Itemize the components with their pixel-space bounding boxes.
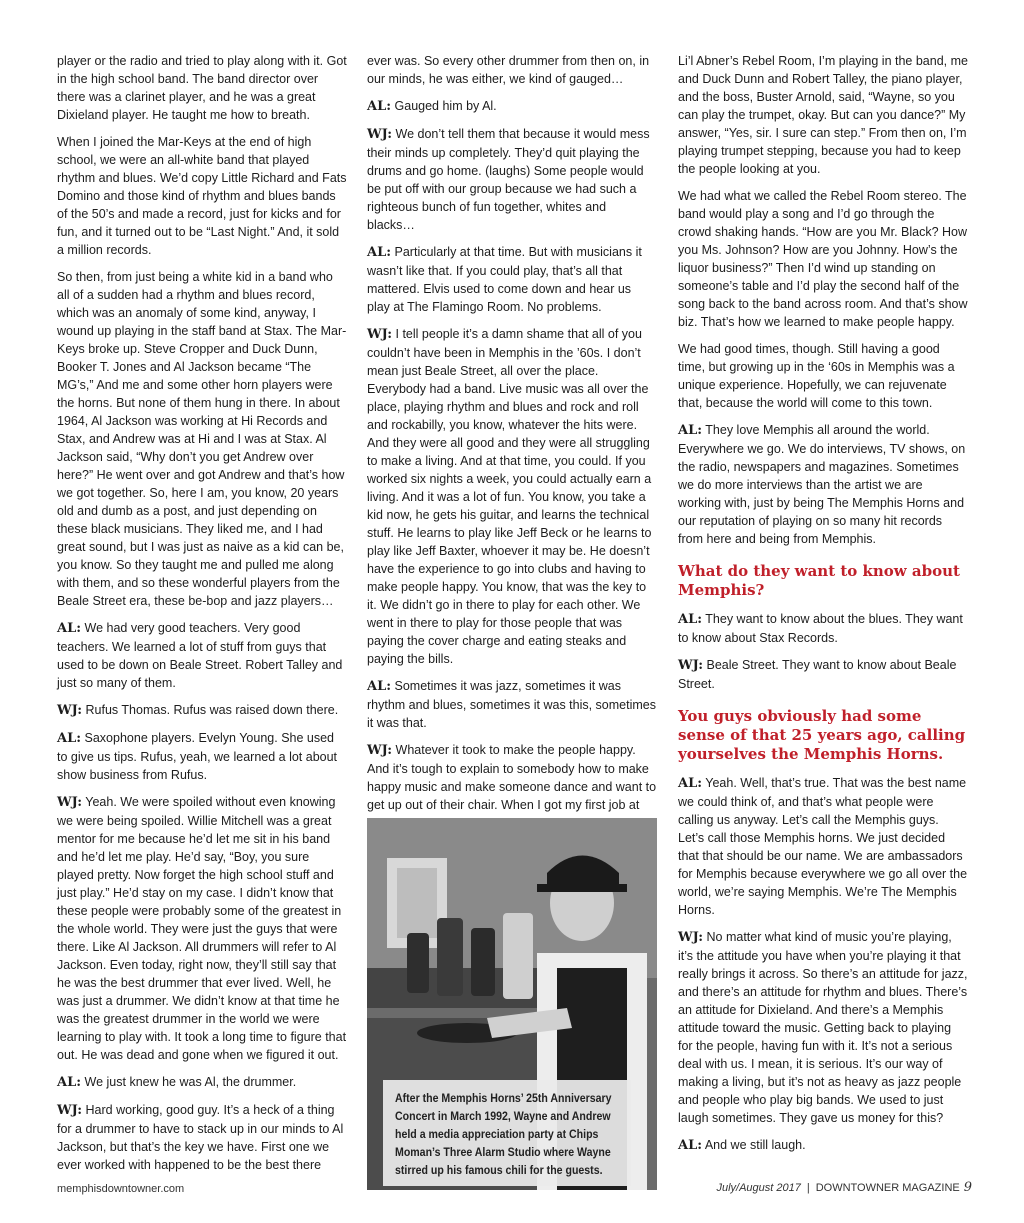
paragraph-text: Beale Street. They want to know about Beale Street.: [678, 658, 957, 691]
footer-separator: |: [806, 1182, 810, 1194]
paragraph-text: No matter what kind of music you’re playing, it’s the attitude you have when you’re playing it that really brings it across. So there’s an attitude for jazz, and there’s an attitude for rhythm and blues. There’s an attitude for Dixieland. And there’s a Memphis attitude toward the music. Getting back to playing for the people, having fun with it. It’s not a serious deal with us. I mean, it is serious. It’s our way of making a living, but it’s not as heavy as jazz people and people who play big bands. We used to just laugh sometimes. They gave us money for this?: [678, 930, 968, 1125]
speaker-label: AL:: [57, 1075, 82, 1090]
speaker-label: AL:: [678, 423, 703, 438]
photo-caption-box: [383, 1080, 631, 1186]
paragraph-text: Yeah. We were spoiled without even knowing we were being spoiled. Willie Mitchell was a great mentor for me because he’d let me sit in his band and he’d let me play. He’d say, “Boy, you sure played pretty. Now forget the high school stuff and just play.” He’d stay on my case. I didn’t know that these people were probably some of the greatest in the whole world. They were just the guys that were there. Like Al Jackson. All drummers will refer to Al Jackson. Even today, right now, they’ll still say that he was the best drummer that ever lived. Well, he was just a drummer. We didn’t know at that time he was the greatest drummer in the world we were learning to play with. It took a long time to figure that out. He was dead and gone when we figured it out.: [57, 795, 347, 1062]
article-paragraph: [57, 1101, 347, 1174]
article-column-2: [367, 52, 657, 823]
article-paragraph: [678, 1136, 968, 1155]
speaker-label: WJ:: [57, 703, 83, 718]
speaker-label: AL:: [678, 1138, 703, 1153]
page-number: 9: [963, 1180, 972, 1195]
article-column-1: [57, 52, 347, 1183]
article-paragraph: [367, 97, 657, 116]
speaker-label: WJ:: [367, 127, 393, 142]
speaker-label: WJ:: [678, 658, 704, 673]
paragraph-text: Li’l Abner’s Rebel Room, I’m playing in the band, me and Duck Dunn and Robert Talley, the piano player, and the boss, Buster Arnold, said, “Wayne, so you can play the trumpet, okay. But can you dance?” My answer, “Yes, sir. I sure can step.” From then on, I’m playing trumpet stepping, because you had to keep the people looking at you.: [678, 54, 968, 176]
article-paragraph: [367, 243, 657, 316]
article-paragraph: [57, 729, 347, 784]
article-paragraph: [678, 340, 968, 412]
paragraph-text: Whatever it took to make the people happy. And it’s tough to explain to somebody how to make happy music and make someone dance and want to get up out of their chair. When I got my first job at: [367, 743, 657, 812]
article-paragraph: [57, 133, 347, 259]
photo-caption: After the Memphis Horns’ 25th Anniversary Concert in March 1992, Wayne and Andrew held a media appreciation party at Chips Moman’s Three Alarm Studio where Wayne stirred up his famous chili for the guests.: [395, 1093, 612, 1177]
paragraph-text: So then, from just being a white kid in a band who all of a sudden had a rhythm and blues record, which was an anomaly of some kind, anyway, I wound up playing in the staff band at Stax. The Mar-Keys broke up. Steve Cropper and Duck Dunn, Booker T. Jones and Al Jackson became “The MG’s,” And me and some other horn players were the horns. But none of them hung in there. In about 1964, Al Jackson was working at Hi Records and Stax, and Andrew was at Hi and I was at Stax. Al Jackson said, “Why don’t you get Andrew over here?” He went over and got Andrew and that’s how we got together. So, here I am, you know, 20 years old and dumb as a post, and just depending on these black musicians. They liked me, and I had great sound, but I was just as naive as a kid can be, you know. So they taught me and pulled me along with them, and so these wonderful players from the Beale Street era, these be-bop and jazz players…: [57, 270, 347, 608]
article-paragraph: [57, 619, 347, 692]
paragraph-text: Hard working, good guy. It’s a heck of a thing for a drummer to have to stack up in our minds to Al Jackson, but that’s the key we have. First one we ever worked with happened to be the best there: [57, 1103, 344, 1172]
interview-question: What do they want to know about Memphis?: [678, 562, 960, 599]
paragraph-text: Particularly at that time. But with musicians it wasn’t like that. If you could play, that’s all that mattered. Elvis used to come down and hear us play at The Flamingo Room. No problems.: [367, 245, 642, 314]
speaker-label: AL:: [678, 776, 703, 791]
paragraph-text: They want to know about the blues. They want to know about Stax Records.: [678, 612, 963, 645]
footer-issue-info: [716, 1180, 972, 1195]
paragraph-text: Saxophone players. Evelyn Young. She used to give us tips. Rufus, yeah, we learned a lot about show business from Rufus.: [57, 731, 338, 782]
footer-website: memphisdowntowner.com: [57, 1183, 185, 1195]
paragraph-text: Yeah. Well, that’s true. That was the best name we could think of, and that’s what people were calling us anyway. Let’s call the Memphis guys. Let’s call those Memphis horns. We just decided that that should be our name. We are ambassadors for Memphis because everywhere we go all over the world, we’re saying Memphis. We’re The Memphis Horns.: [678, 776, 968, 917]
speaker-label: AL:: [367, 99, 392, 114]
article-column-3: [678, 52, 968, 1164]
article-paragraph: [367, 325, 657, 668]
article-paragraph: [367, 677, 657, 732]
paragraph-text: player or the radio and tried to play along with it. Got in the high school band. The band director over there was a clarinet player, and he was a great Dixieland player. He taught me how to breath.: [57, 54, 347, 122]
speaker-label: AL:: [367, 679, 392, 694]
speaker-label: AL:: [367, 245, 392, 260]
speaker-label: WJ:: [57, 1103, 83, 1118]
article-paragraph: [57, 701, 347, 720]
speaker-label: WJ:: [367, 743, 393, 758]
paragraph-text: They love Memphis all around the world. Everywhere we go. We do interviews, TV shows, on the radio, newspapers and magazines. Sometimes we do more interviews than the artist we are working with, just by being The Memphis Horns and our reputation of playing on so many hit records from here and being from Memphis.: [678, 423, 966, 546]
speaker-label: AL:: [678, 612, 703, 627]
article-paragraph: [57, 268, 347, 610]
article-paragraph: [678, 187, 968, 331]
paragraph-text: We had good times, though. Still having a good time, but growing up in the ‘60s in Memphis was a unique experience. Hopefully, we can rejuvenate that, because the world will come to this town.: [678, 342, 955, 410]
article-paragraph: [678, 774, 968, 919]
paragraph-text: We don’t tell them that because it would mess their minds up completely. They’d quit playing the drums and go home. (laughs) Some people would be put off with our group because we had such a righteous bunch of fun together, whites and blacks…: [367, 127, 650, 232]
interview-question: You guys obviously had some sense of that 25 years ago, calling yourselves the Memphis Horns.: [678, 707, 966, 763]
article-paragraph: [367, 52, 657, 88]
article-paragraph: [367, 741, 657, 814]
paragraph-text: We had very good teachers. Very good teachers. We learned a lot of stuff from guys that used to be down on Beale Street. Robert Talley and just so many of them.: [57, 621, 343, 690]
speaker-label: WJ:: [367, 327, 393, 342]
paragraph-text: Gauged him by Al.: [394, 99, 497, 113]
article-paragraph: [57, 793, 347, 1064]
footer-issue-date: July/August 2017: [716, 1182, 801, 1194]
paragraph-text: ever was. So every other drummer from then on, in our minds, he was either, we kind of gauged…: [367, 54, 650, 86]
footer-magazine-name: DOWNTOWNER MAGAZINE: [815, 1182, 960, 1194]
speaker-label: AL:: [57, 621, 82, 636]
article-paragraph: [367, 125, 657, 234]
speaker-label: AL:: [57, 731, 82, 746]
article-paragraph: [57, 52, 347, 124]
article-paragraph: [678, 610, 968, 647]
paragraph-text: Rufus Thomas. Rufus was raised down there.: [85, 703, 339, 717]
article-paragraph: [678, 421, 968, 548]
article-paragraph: [678, 656, 968, 693]
paragraph-text: And we still laugh.: [704, 1138, 806, 1152]
speaker-label: WJ:: [57, 795, 83, 810]
article-paragraph: [57, 1073, 347, 1092]
paragraph-text: We just knew he was Al, the drummer.: [84, 1075, 297, 1089]
paragraph-text: Sometimes it was jazz, sometimes it was rhythm and blues, sometimes it was this, sometimes it was that.: [367, 679, 656, 730]
paragraph-text: When I joined the Mar-Keys at the end of high school, we were an all-white band that played rhythm and blues. We’d copy Little Richard and Fats Domino and those kind of rhythm and blues bands of the 50’s and made a record, just for kicks and for fun, and it turned out to be “Last Night.” And, it sold a million records.: [57, 135, 347, 257]
paragraph-text: I tell people it’s a damn shame that all of you couldn’t have been in Memphis in the ’60s. I don’t mean just Beale Street, all over the place. Everybody had a band. Live music was all over the place, playing rhythm and blues and rock and roll and rockabilly, you know, whatever the hits were. And they were all good and they were all struggling to make a living. And at that time, you could. If you worked six nights a week, you could actually earn a living. And it was a lot of fun. You know, you take a kid now, he gets his guitar, and learns the technical stuff. He learns to play like Jeff Beck or he learns to play like Jeff Baxter, whoever it may be. He doesn’t have the experience to go into clubs and having to make people happy. You know, that was the key to it. We didn’t go in there to play for each other. We went in there to play for those people that was paying the cover charge and eating steaks and paying the bills.: [367, 327, 652, 666]
article-paragraph: [678, 928, 968, 1127]
paragraph-text: We had what we called the Rebel Room stereo. The band would play a song and I’d go through the crowd shaking hands. “How are you Mr. Black? How you Ms. Johnson? How are you Johnny. How’s the liquor business?” Then I’d wind up standing on someone’s table and I’d play the second half of the song back to the band across room. And that’s show biz. That’s how we learned to make people happy.: [678, 189, 968, 329]
article-paragraph: [678, 52, 968, 178]
speaker-label: WJ:: [678, 930, 704, 945]
